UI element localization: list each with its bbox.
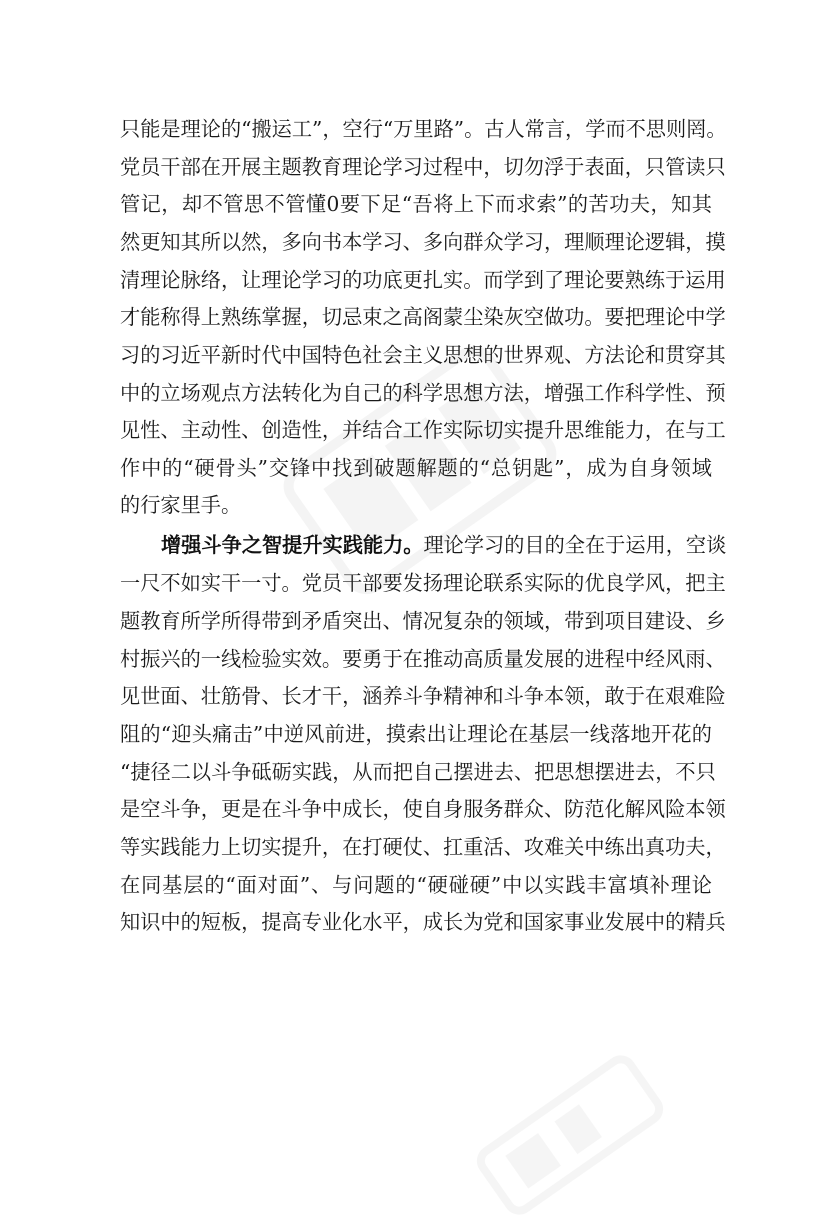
text-line: 的行家里手。: [120, 493, 242, 517]
watermark-logo-bottom: [462, 1041, 677, 1229]
text-line: 然更知其所以然，多向书本学习、多向群众学习，理顺理论逻辑，摸: [120, 230, 726, 254]
text-line: 见世面、壮筋骨、长才干，涵养斗争精神和斗争本领，敢于在艰难险: [120, 684, 726, 708]
text-line: 是空斗争，更是在斗争中成长，使自身服务群众、防范化解风险本领: [120, 797, 726, 821]
text-line: 党员干部在开展主题教育理论学习过程中，切勿浮于表面，只管读只: [120, 155, 726, 179]
section-heading: 增强斗争之智提升实践能力。: [161, 533, 424, 557]
text-line: 题教育所学所得带到矛盾突出、情况复杂的领域，带到项目建设、乡: [120, 609, 726, 633]
text-line: 作中的“硬骨头”交锋中找到破题解题的“总钥匙”，成为自身领域: [120, 456, 712, 480]
text-line: 知识中的短板，提高专业化水平，成长为党和国家事业发展中的精兵: [120, 910, 726, 934]
text-line: 等实践能力上切实提升，在打硬仗、扛重活、攻难关中练出真功夫，: [120, 835, 726, 859]
text-line: 一尺不如实干一寸。党员干部要发扬理论联系实际的优良学风，把主: [120, 571, 726, 595]
text-line: 村振兴的一线检验实效。要勇于在推动高质量发展的进程中经风雨、: [120, 647, 726, 671]
text-line: “捷径二以斗争砥砺实践，从而把自己摆进去、把思想摆进去，不只: [120, 760, 716, 784]
text-line: 习的习近平新时代中国特色社会主义思想的世界观、方法论和贯穿其: [120, 343, 726, 367]
text-line: 只能是理论的“搬运工”，空行“万里路”。古人常言，学而不思则罔。: [120, 117, 727, 141]
text-line: 管记，却不管思不管懂0要下足“吾将上下而求索”的苦功夫，知其: [120, 192, 712, 216]
text-line: 中的立场观点方法转化为自己的科学思想方法，增强工作科学性、预: [120, 381, 726, 405]
text-line: 阻的“迎头痛击”中逆风前进，摸索出让理论在基层一线落地开花的: [120, 722, 712, 746]
paragraph-first-line: [161, 530, 727, 560]
text-line: 在同基层的“面对面”、与问题的“硬碰硬”中以实践丰富填补理论: [120, 873, 712, 897]
text-line: 见性、主动性、创造性，并结合工作实际切实提升思维能力，在与工: [120, 418, 726, 442]
text-line: 才能称得上熟练掌握，切忌束之高阁蒙尘染灰空做功。要把理论中学: [120, 305, 726, 329]
text-segment: 理论学习的目的全在于运用，空谈: [423, 533, 727, 557]
text-line: 清理论脉络，让理论学习的功底更扎实。而学到了理论要熟练于运用: [120, 268, 726, 292]
